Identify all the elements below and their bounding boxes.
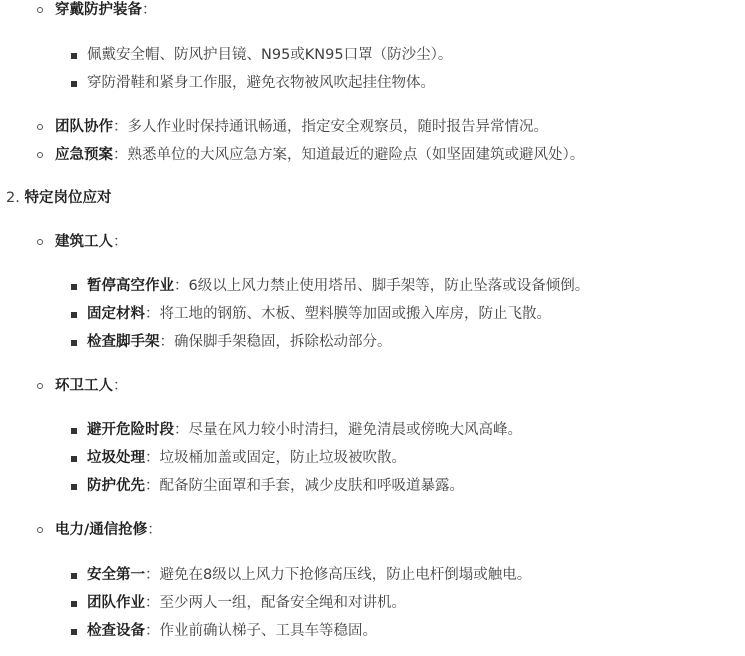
circle-bullet <box>37 383 43 389</box>
group-colon: ： <box>147 522 162 538</box>
item-bold: 垃圾处理 <box>87 450 145 466</box>
circle-bullet <box>37 124 43 130</box>
list-item <box>87 332 392 352</box>
circle-bullet <box>37 7 43 13</box>
group-title-sanitation <box>55 376 128 396</box>
item-bold: 暂停高空作业 <box>87 278 174 294</box>
square-bullet <box>71 573 77 579</box>
item-text: 佩戴安全帽、防风护目镜、N95或KN95口罩（防沙尘）。 <box>87 47 453 63</box>
item-text: 穿防滑鞋和紧身工作服，避免衣物被风吹起挂住物体。 <box>87 75 435 91</box>
item-colon: ： <box>142 2 157 18</box>
item-text: ：作业前确认梯子、工具车等稳固。 <box>145 623 377 639</box>
square-bullet <box>71 428 77 434</box>
item-text: ：尽量在风力较小时清扫，避免清晨或傍晚大风高峰。 <box>174 422 522 438</box>
square-bullet <box>71 601 77 607</box>
square-bullet <box>71 81 77 87</box>
item-bold: 防护优先 <box>87 478 145 494</box>
item-bold: 检查设备 <box>87 623 145 639</box>
item-text: ：多人作业时保持通讯畅通，指定安全观察员，随时报告异常情况。 <box>113 119 548 135</box>
item-text: ：熟悉单位的大风应急方案，知道最近的避险点（如坚固建筑或避风处）。 <box>113 147 585 163</box>
item-bold: 检查脚手架 <box>87 334 160 350</box>
group-colon: ： <box>113 234 128 250</box>
list-item-protective-gear <box>55 0 157 20</box>
list-item-emergency <box>55 145 584 165</box>
square-bullet <box>71 456 77 462</box>
square-bullet <box>71 629 77 635</box>
group-title-power-telecom <box>55 520 162 540</box>
circle-bullet <box>37 152 43 158</box>
item-text: ：确保脚手架稳固，拆除松动部分。 <box>159 334 392 350</box>
square-bullet <box>71 53 77 59</box>
item-bold: 避开危险时段 <box>87 422 174 438</box>
item-bold: 团队作业 <box>87 595 145 611</box>
item-bold: 固定材料 <box>87 306 145 322</box>
list-item <box>87 304 551 324</box>
item-text: ：配备防尘面罩和手套，减少皮肤和呼吸道暴露。 <box>145 478 464 494</box>
item-bold: 团队协作 <box>55 119 113 135</box>
section-heading <box>6 188 111 208</box>
list-item <box>87 73 435 93</box>
list-item <box>87 276 589 296</box>
group-title: 建筑工人 <box>55 234 113 250</box>
circle-bullet <box>37 527 43 533</box>
item-bold: 安全第一 <box>87 567 145 583</box>
group-title-construction <box>55 232 128 252</box>
item-text: ：6级以上风力禁止使用塔吊、脚手架等，防止坠落或设备倾倒。 <box>174 278 590 294</box>
section-title: 特定岗位应对 <box>24 190 112 206</box>
item-text: ：避免在8级以上风力下抢修高压线，防止电杆倒塌或触电。 <box>145 567 532 583</box>
group-title: 环卫工人 <box>55 378 113 394</box>
list-item <box>87 476 464 496</box>
group-colon: ： <box>113 378 128 394</box>
list-item <box>87 593 406 613</box>
list-item <box>87 621 377 641</box>
group-title: 电力/通信抢修 <box>55 522 148 538</box>
item-title: 穿戴防护装备 <box>55 2 142 18</box>
square-bullet <box>71 312 77 318</box>
list-item <box>87 565 531 585</box>
item-text: ：将工地的钢筋、木板、塑料膜等加固或搬入库房，防止飞散。 <box>145 306 551 322</box>
square-bullet <box>71 340 77 346</box>
list-item <box>87 45 452 65</box>
list-item-teamwork <box>55 117 548 137</box>
item-text: ：垃圾桶加盖或固定，防止垃圾被吹散。 <box>145 450 406 466</box>
list-item <box>87 448 406 468</box>
list-item <box>87 420 522 440</box>
circle-bullet <box>37 239 43 245</box>
square-bullet <box>71 284 77 290</box>
section-number: 2. <box>6 190 20 206</box>
square-bullet <box>71 484 77 490</box>
item-text: ：至少两人一组，配备安全绳和对讲机。 <box>145 595 406 611</box>
item-bold: 应急预案 <box>55 147 113 163</box>
